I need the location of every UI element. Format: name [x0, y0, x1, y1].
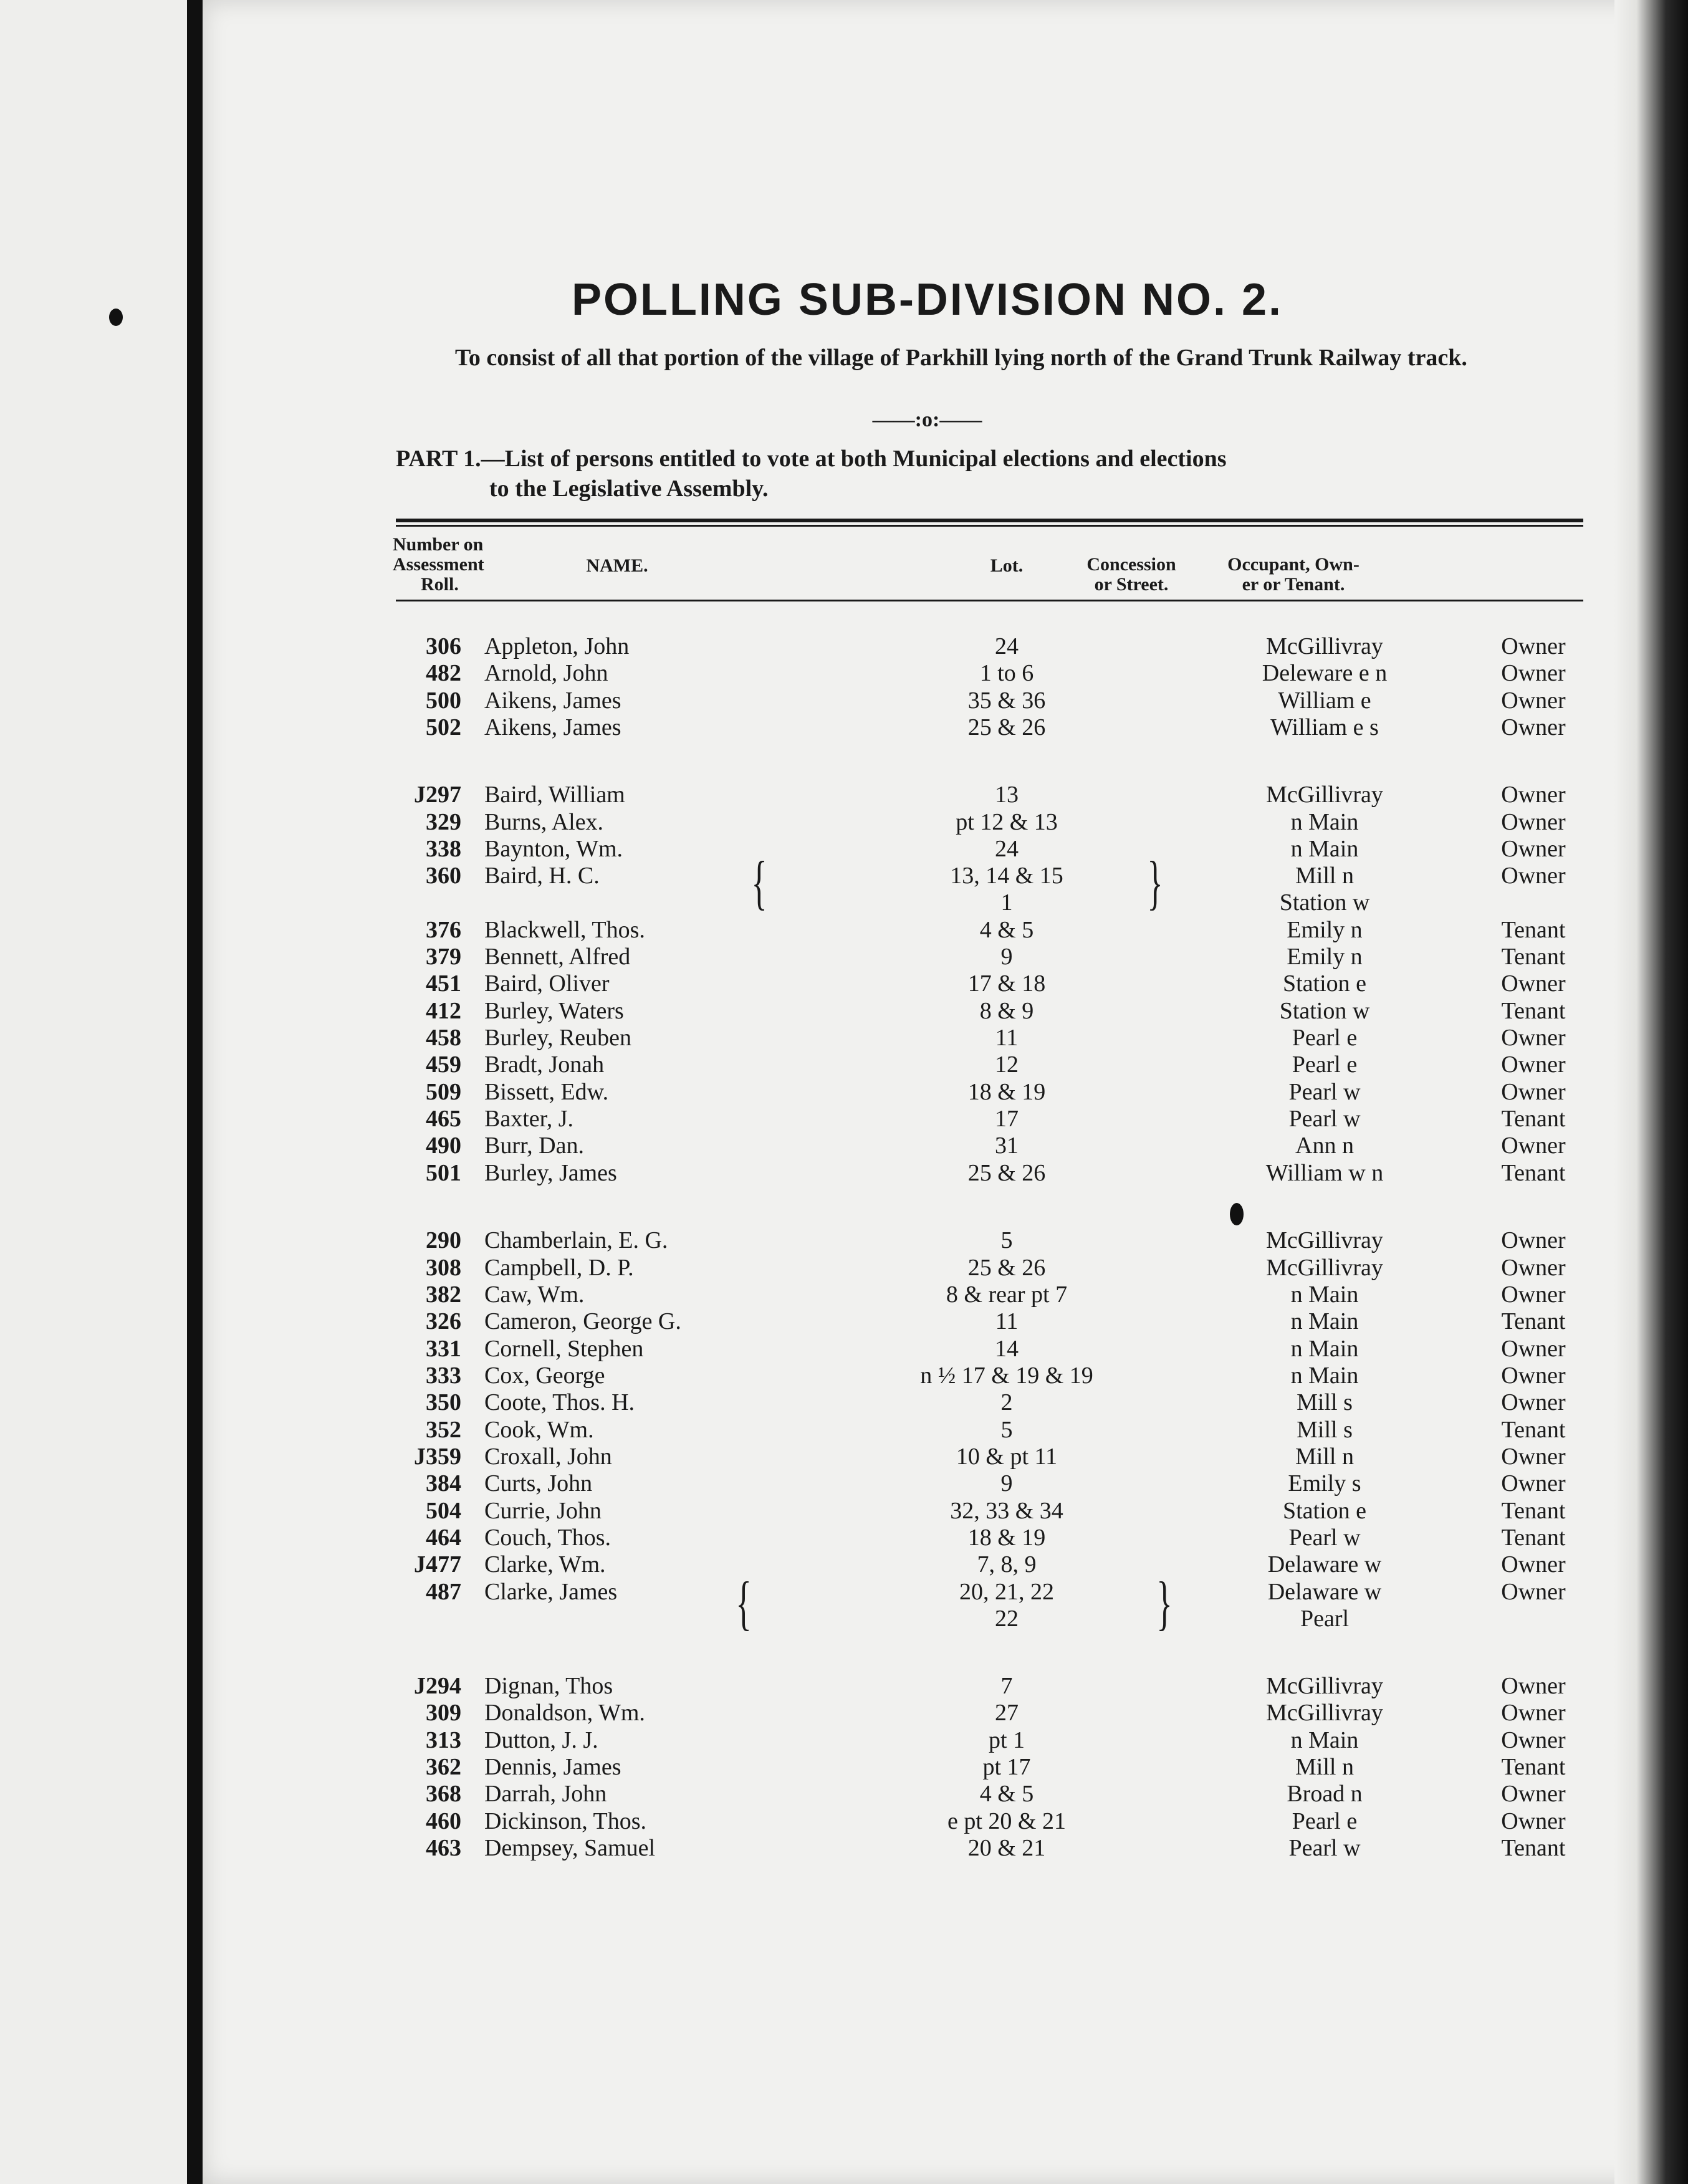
lot-brace-baird: { — [751, 849, 767, 916]
concession-street: McGillivray — [1266, 633, 1383, 659]
table-row — [396, 1524, 1583, 1551]
lot: 24 — [995, 633, 1019, 659]
header-occupant-line1: Occupant, Own- — [1227, 554, 1360, 575]
concession-street: Pearl e — [1292, 1025, 1358, 1051]
table-row — [396, 1227, 1583, 1254]
concession-street: Mill n — [1295, 1444, 1354, 1470]
voter-name: Coote, Thos. H. — [484, 1389, 635, 1415]
lot: 13 — [995, 782, 1019, 808]
table-row — [396, 808, 1583, 836]
header-occupant — [1194, 555, 1393, 595]
voter-name: Cameron, George G. — [484, 1308, 681, 1334]
voter-name: Dennis, James — [484, 1754, 621, 1780]
lot: 4 & 5 — [979, 1781, 1034, 1807]
table-row — [396, 1132, 1583, 1159]
lot: 18 & 19 — [967, 1525, 1046, 1551]
table-row — [396, 1727, 1583, 1754]
page-title: POLLING SUB-DIVISION NO. 2. — [571, 275, 1283, 325]
lot: e pt 20 & 21 — [947, 1808, 1066, 1834]
voter-name: Aikens, James — [484, 687, 621, 714]
occupancy-status: Owner — [1501, 970, 1566, 997]
table-row — [396, 1808, 1583, 1835]
assessment-number: 412 — [426, 998, 461, 1024]
concession-street: Delaware w — [1267, 1551, 1382, 1578]
assessment-number: 490 — [426, 1133, 461, 1159]
voter-name: Burley, James — [484, 1160, 617, 1186]
lot: 10 & pt 11 — [956, 1444, 1058, 1470]
lot: 20, 21, 22 — [959, 1579, 1054, 1605]
table-row — [396, 889, 1583, 916]
concession-street: McGillivray — [1266, 1700, 1383, 1726]
assessment-number: 313 — [426, 1727, 461, 1753]
lot: 25 & 26 — [967, 714, 1046, 740]
assessment-number: 459 — [426, 1051, 461, 1078]
concession-street: Pearl e — [1292, 1051, 1358, 1078]
concession-street: Pearl — [1300, 1606, 1350, 1632]
table-row — [396, 1699, 1583, 1727]
voter-name: Baxter, J. — [484, 1106, 574, 1132]
concession-street: Mill n — [1295, 1754, 1354, 1780]
table-row — [396, 1497, 1583, 1525]
concession-street: William e s — [1270, 714, 1379, 740]
part-heading-line2: to the Legislative Assembly. — [489, 476, 769, 502]
concession-street: Ann n — [1295, 1133, 1354, 1159]
table-row — [396, 835, 1583, 863]
occupancy-status: Owner — [1501, 1444, 1566, 1470]
table-row — [396, 1389, 1583, 1416]
voter-name: Bissett, Edw. — [484, 1079, 609, 1105]
occupancy-status: Owner — [1501, 1700, 1566, 1726]
table-row — [396, 1672, 1583, 1700]
concession-street: Emily s — [1288, 1470, 1361, 1497]
occupancy-status: Tenant — [1501, 917, 1566, 943]
lot: 27 — [995, 1700, 1019, 1726]
lot: 25 & 26 — [967, 1255, 1046, 1281]
table-row — [396, 1078, 1583, 1106]
occupancy-status: Owner — [1501, 633, 1566, 659]
occupancy-status: Owner — [1501, 660, 1566, 686]
table-row — [396, 633, 1583, 660]
voter-name: Blackwell, Thos. — [484, 917, 645, 943]
table-row — [396, 862, 1583, 889]
voter-name: Bennett, Alfred — [484, 944, 631, 970]
lot: 12 — [995, 1051, 1019, 1078]
assessment-number: 500 — [426, 687, 461, 714]
page-edge-shadow — [1614, 0, 1688, 2184]
voter-name: Arnold, John — [484, 660, 608, 686]
assessment-number: 333 — [426, 1363, 461, 1389]
concession-street: Station w — [1279, 889, 1370, 916]
voter-name: Baird, William — [484, 782, 625, 808]
header-number — [393, 535, 492, 595]
voter-name: Chamberlain, E. G. — [484, 1227, 668, 1253]
lot: 31 — [995, 1133, 1019, 1159]
assessment-number: 306 — [426, 633, 461, 659]
assessment-number: 309 — [426, 1700, 461, 1726]
concession-street: McGillivray — [1266, 1673, 1383, 1699]
lot: 5 — [1000, 1227, 1013, 1253]
lot: 8 & rear pt 7 — [946, 1281, 1068, 1308]
header-bottom-rule — [396, 600, 1583, 601]
lot: 11 — [995, 1025, 1019, 1051]
document-page — [203, 0, 1652, 2184]
header-number-line1: Number on — [393, 534, 484, 555]
occupancy-status: Tenant — [1501, 998, 1566, 1024]
assessment-number: 482 — [426, 660, 461, 686]
occupancy-status: Owner — [1501, 1079, 1566, 1105]
assessment-number: 463 — [426, 1835, 461, 1861]
voter-name: Dignan, Thos — [484, 1673, 613, 1699]
lot: 22 — [995, 1606, 1019, 1632]
concession-street: n Main — [1290, 836, 1359, 862]
header-top-rule-thin — [396, 525, 1583, 527]
voter-name: Burley, Reuben — [484, 1025, 632, 1051]
concession-street: n Main — [1290, 1281, 1359, 1308]
table-row — [396, 687, 1583, 714]
table-row — [396, 997, 1583, 1025]
lot: n ½ 17 & 19 & 19 — [920, 1363, 1093, 1389]
concession-street: Pearl w — [1288, 1525, 1361, 1551]
concession-street: Station w — [1279, 998, 1370, 1024]
assessment-number: 487 — [426, 1579, 461, 1605]
lot: 1 — [1000, 889, 1013, 916]
assessment-number: 464 — [426, 1525, 461, 1551]
assessment-number: 308 — [426, 1255, 461, 1281]
occupancy-status: Tenant — [1501, 1106, 1566, 1132]
occupancy-status: Owner — [1501, 782, 1566, 808]
voter-name: Dempsey, Samuel — [484, 1835, 656, 1861]
occupancy-status: Owner — [1501, 1673, 1566, 1699]
assessment-number: 465 — [426, 1106, 461, 1132]
header-number-line3: Roll. — [421, 574, 459, 595]
ink-spot — [1230, 1203, 1244, 1225]
binding-rule — [187, 0, 203, 2184]
lot: 9 — [1000, 944, 1013, 970]
lot: 35 & 36 — [967, 687, 1046, 714]
assessment-number: 382 — [426, 1281, 461, 1308]
facing-page-strip — [0, 0, 187, 2184]
lot: 24 — [995, 836, 1019, 862]
lot: pt 1 — [988, 1727, 1025, 1753]
occupancy-status: Tenant — [1501, 1754, 1566, 1780]
table-row — [396, 659, 1583, 687]
occupancy-status: Owner — [1501, 1336, 1566, 1362]
concession-street: n Main — [1290, 1727, 1359, 1753]
assessment-number: 290 — [426, 1227, 461, 1253]
lot: 17 & 18 — [967, 970, 1046, 997]
concession-street: William w n — [1265, 1160, 1384, 1186]
concession-street: Mill n — [1295, 863, 1354, 889]
header-occupant-line2: er or Tenant. — [1242, 574, 1345, 595]
header-top-rule — [396, 519, 1583, 522]
concession-street: Delaware w — [1267, 1579, 1382, 1605]
assessment-number: 362 — [426, 1754, 461, 1780]
table-row — [396, 1051, 1583, 1078]
occupancy-status: Owner — [1501, 1281, 1566, 1308]
lot: 25 & 26 — [967, 1160, 1046, 1186]
concession-street: n Main — [1290, 1336, 1359, 1362]
concession-street: William e — [1278, 687, 1371, 714]
voter-name: Baynton, Wm. — [484, 836, 623, 862]
concession-street: Mill s — [1297, 1389, 1353, 1415]
concession-street: McGillivray — [1266, 1255, 1383, 1281]
concession-street: Pearl w — [1288, 1835, 1361, 1861]
occupancy-status: Tenant — [1501, 1417, 1566, 1443]
voter-name: Burr, Dan. — [484, 1133, 584, 1159]
table-row — [396, 1753, 1583, 1781]
voter-name: Cook, Wm. — [484, 1417, 594, 1443]
table-row — [396, 943, 1583, 970]
occupancy-status: Owner — [1501, 687, 1566, 714]
occupancy-status: Owner — [1501, 1470, 1566, 1497]
occupancy-status: Owner — [1501, 1133, 1566, 1159]
table-row — [396, 1834, 1583, 1862]
lot-brace-clarke: { — [736, 1569, 752, 1636]
occupancy-status: Owner — [1501, 863, 1566, 889]
assessment-number: 384 — [426, 1470, 461, 1497]
occupancy-status: Tenant — [1501, 1160, 1566, 1186]
lot: 2 — [1000, 1389, 1013, 1415]
concession-street: McGillivray — [1266, 1227, 1383, 1253]
voter-name: Clarke, Wm. — [484, 1551, 606, 1578]
occupancy-status: Tenant — [1501, 1498, 1566, 1524]
assessment-number: 379 — [426, 944, 461, 970]
voter-name: Campbell, D. P. — [484, 1255, 634, 1281]
concession-street: Broad n — [1287, 1781, 1363, 1807]
lot: 18 & 19 — [967, 1079, 1046, 1105]
lot: 7, 8, 9 — [977, 1551, 1037, 1578]
table-row — [396, 781, 1583, 808]
occupancy-status: Owner — [1501, 714, 1566, 740]
header-name: NAME. — [586, 555, 648, 576]
occupancy-status: Owner — [1501, 1363, 1566, 1389]
concession-street: Pearl e — [1292, 1808, 1358, 1834]
assessment-number: 368 — [426, 1781, 461, 1807]
assessment-number: 501 — [426, 1160, 461, 1186]
assessment-number: 504 — [426, 1498, 461, 1524]
voter-name: Darrah, John — [484, 1781, 607, 1807]
table-row — [396, 1308, 1583, 1335]
concession-street: n Main — [1290, 809, 1359, 835]
voter-name: Burley, Waters — [484, 998, 624, 1024]
assessment-number: J294 — [414, 1673, 461, 1699]
table-row — [396, 1551, 1583, 1578]
table-row — [396, 1780, 1583, 1808]
lot: 32, 33 & 34 — [950, 1498, 1063, 1524]
occupancy-status: Owner — [1501, 809, 1566, 835]
concession-brace-baird: } — [1147, 849, 1163, 916]
voter-name: Aikens, James — [484, 714, 621, 740]
occupancy-status: Owner — [1501, 1727, 1566, 1753]
lot: pt 17 — [982, 1754, 1031, 1780]
lot: 14 — [995, 1336, 1019, 1362]
occupancy-status: Tenant — [1501, 1308, 1566, 1334]
concession-street: Station e — [1282, 1498, 1367, 1524]
header-concession-line2: or Street. — [1094, 574, 1169, 595]
voter-name: Curts, John — [484, 1470, 593, 1497]
occupancy-status: Owner — [1501, 836, 1566, 862]
table-row — [396, 1470, 1583, 1497]
assessment-number: 326 — [426, 1308, 461, 1334]
voter-name: Caw, Wm. — [484, 1281, 585, 1308]
table-row — [396, 1254, 1583, 1281]
occupancy-status: Owner — [1501, 1808, 1566, 1834]
occupancy-status: Owner — [1501, 1579, 1566, 1605]
assessment-number: 451 — [426, 970, 461, 997]
voter-name: Bradt, Jonah — [484, 1051, 605, 1078]
assessment-number: 338 — [426, 836, 461, 862]
assessment-number: 360 — [426, 863, 461, 889]
header-concession-line1: Concession — [1086, 554, 1176, 575]
assessment-number: 350 — [426, 1389, 461, 1415]
occupancy-status: Owner — [1501, 1389, 1566, 1415]
table-row — [396, 1443, 1583, 1470]
part-heading-line1: PART 1.—List of persons entitled to vote at both Municipal elections and elections — [396, 446, 1227, 472]
assessment-number: 458 — [426, 1025, 461, 1051]
voter-name: Currie, John — [484, 1498, 602, 1524]
assessment-number: J359 — [414, 1444, 461, 1470]
table-row — [396, 916, 1583, 944]
voter-name: Appleton, John — [484, 633, 630, 659]
part-heading — [396, 444, 1583, 504]
assessment-number: J297 — [414, 782, 461, 808]
concession-street: Deleware e n — [1262, 660, 1388, 686]
voter-name: Cox, George — [484, 1363, 605, 1389]
assessment-number: 460 — [426, 1808, 461, 1834]
subdivision-description: To consist of all that portion of the village of Parkhill lying north of the Grand Trunk Railway track. — [455, 345, 1467, 371]
occupancy-status: Owner — [1501, 1781, 1566, 1807]
voter-name: Dutton, J. J. — [484, 1727, 598, 1753]
lot: 1 to 6 — [979, 660, 1034, 686]
concession-street: McGillivray — [1266, 782, 1383, 808]
lot: 9 — [1000, 1470, 1013, 1497]
voter-name: Croxall, John — [484, 1444, 612, 1470]
table-row — [396, 1416, 1583, 1444]
lot: 13, 14 & 15 — [950, 863, 1063, 889]
lot: 4 & 5 — [979, 917, 1034, 943]
header-number-line2: Assessment — [393, 554, 484, 575]
table-row — [396, 714, 1583, 741]
table-row — [396, 1105, 1583, 1133]
lot: 7 — [1000, 1673, 1013, 1699]
assessment-number: 376 — [426, 917, 461, 943]
voter-name: Burns, Alex. — [484, 809, 604, 835]
occupancy-status: Tenant — [1501, 1525, 1566, 1551]
lot: 17 — [995, 1106, 1019, 1132]
lot: pt 12 & 13 — [956, 809, 1058, 835]
table-row — [396, 1578, 1583, 1606]
occupancy-status: Tenant — [1501, 944, 1566, 970]
ink-blot — [109, 309, 123, 326]
lot: 20 & 21 — [967, 1835, 1046, 1861]
table-row — [396, 1024, 1583, 1051]
occupancy-status: Owner — [1501, 1255, 1566, 1281]
concession-street: Emily n — [1287, 944, 1363, 970]
lot: 11 — [995, 1308, 1019, 1334]
table-row — [396, 1159, 1583, 1187]
voter-name: Donaldson, Wm. — [484, 1700, 645, 1726]
table-row — [396, 970, 1583, 997]
header-lot: Lot. — [990, 555, 1024, 576]
assessment-number: 509 — [426, 1079, 461, 1105]
occupancy-status: Owner — [1501, 1025, 1566, 1051]
occupancy-status: Owner — [1501, 1051, 1566, 1078]
voter-name: Baird, H. C. — [484, 863, 600, 889]
occupancy-status: Tenant — [1501, 1835, 1566, 1861]
concession-brace-clarke: } — [1156, 1569, 1172, 1636]
concession-street: n Main — [1290, 1363, 1359, 1389]
assessment-number: 331 — [426, 1336, 461, 1362]
voter-name: Clarke, James — [484, 1579, 618, 1605]
assessment-number: 352 — [426, 1417, 461, 1443]
lot: 8 & 9 — [979, 998, 1034, 1024]
occupancy-status: Owner — [1501, 1227, 1566, 1253]
table-row — [396, 1281, 1583, 1308]
occupancy-status: Owner — [1501, 1551, 1566, 1578]
voter-name: Dickinson, Thos. — [484, 1808, 647, 1834]
concession-street: Emily n — [1287, 917, 1363, 943]
voter-name: Couch, Thos. — [484, 1525, 611, 1551]
concession-street: Pearl w — [1288, 1079, 1361, 1105]
assessment-number: 329 — [426, 809, 461, 835]
concession-street: n Main — [1290, 1308, 1359, 1334]
table-row — [396, 1335, 1583, 1363]
lot: 5 — [1000, 1417, 1013, 1443]
section-separator: ——:o:—— — [872, 408, 982, 431]
voter-name: Cornell, Stephen — [484, 1336, 644, 1362]
concession-street: Pearl w — [1288, 1106, 1361, 1132]
assessment-number: 502 — [426, 714, 461, 740]
concession-street: Station e — [1282, 970, 1367, 997]
concession-street: Mill s — [1297, 1417, 1353, 1443]
voter-name: Baird, Oliver — [484, 970, 610, 997]
table-row — [396, 1362, 1583, 1389]
table-row — [396, 1605, 1583, 1632]
assessment-number: J477 — [414, 1551, 461, 1578]
